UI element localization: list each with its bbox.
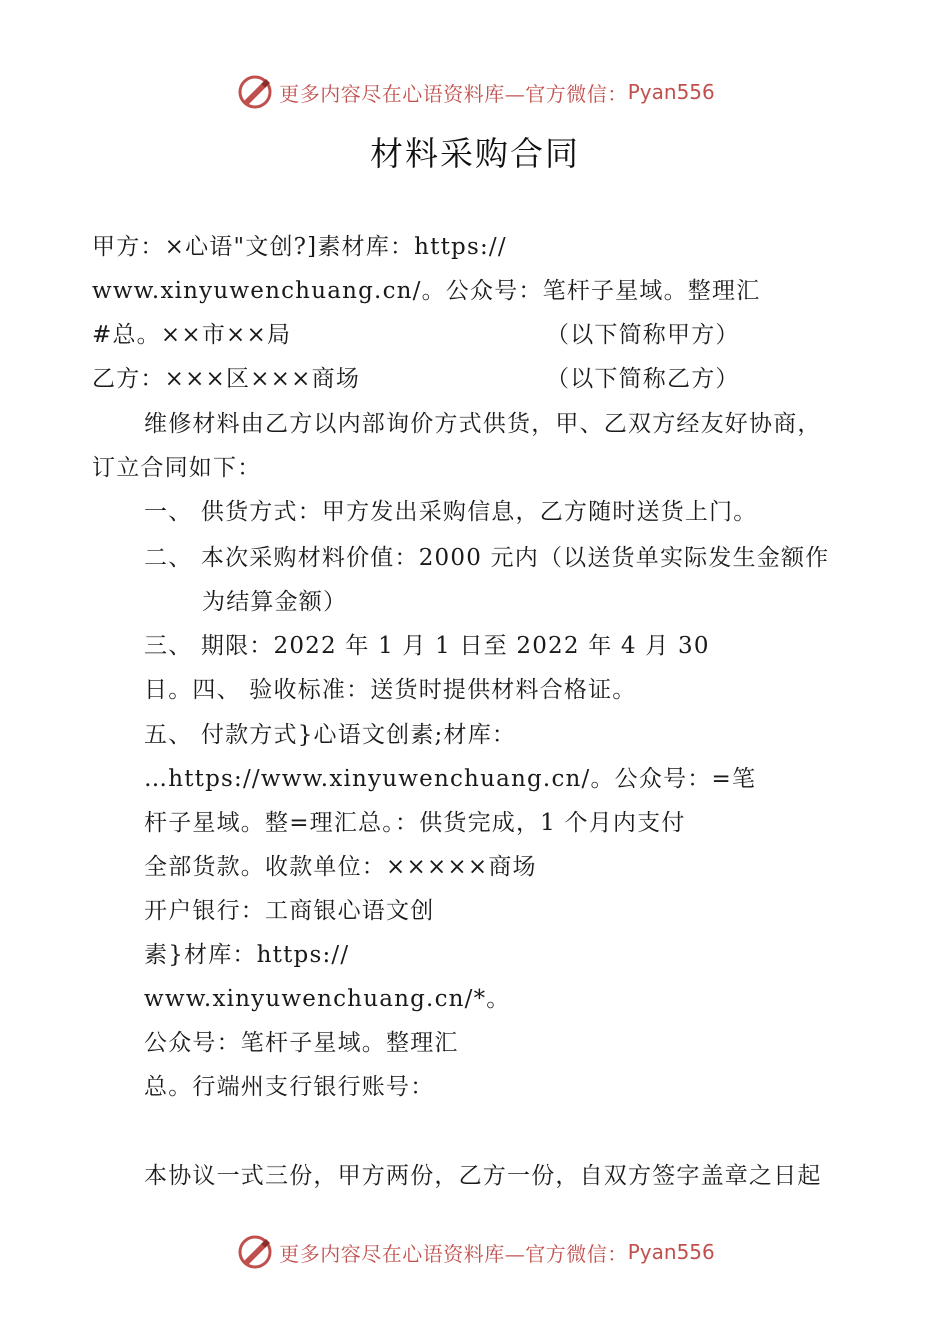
banner-wechat-id: Pyan556 — [627, 80, 715, 104]
party-b-line: 乙方：×××区×××商场 — [92, 366, 361, 392]
clause-5-line-1: 五、 付款方式}心语文创素;材库： — [144, 722, 517, 748]
party-a-line-2: www.xinyuwenchuang.cn/。公众号：笔杆子星域。整理汇 — [92, 278, 761, 304]
clause-5-line-4: 全部货款。收款单位：×××××商场 — [144, 854, 537, 880]
banner-text: 更多内容尽在心语资料库—官方微信： — [279, 81, 628, 106]
clause-2-line-1: 二、 本次采购材料价值：2000 元内（以送货单实际发生金额作 — [144, 545, 830, 571]
clause-3-line-1: 三、 期限：2022 年 1 月 1 日至 2022 年 4 月 30 — [144, 633, 710, 659]
header-banner — [0, 70, 950, 114]
intro-line-1: 维修材料由乙方以内部询价方式供货，甲、乙双方经友好协商， — [144, 411, 822, 437]
clause-5-line-5: 开户银行：工商银心语文创 — [144, 898, 435, 924]
clause-5-line-9: 总。行端州支行银行账号： — [144, 1074, 435, 1100]
intro-line-2: 订立合同如下： — [92, 455, 262, 481]
banner-wechat-id: Pyan556 — [627, 1240, 715, 1264]
footer-banner — [0, 1230, 950, 1274]
clause-5-line-8: 公众号：笔杆子星域。整理汇 — [144, 1030, 459, 1056]
clause-1: 一、 供货方式：甲方发出采购信息，乙方随时送货上门。 — [144, 499, 758, 525]
party-a-line-3: #总。××市××局 — [92, 322, 292, 348]
party-b-note: （以下简称乙方） — [546, 366, 740, 392]
banner-text: 更多内容尽在心语资料库—官方微信： — [279, 1241, 628, 1266]
pen-logo-icon — [235, 72, 275, 112]
clause-5-line-2: …https://www.xinyuwenchuang.cn/。公众号：=笔 — [144, 766, 757, 792]
clause-5-line-6: 素}材库：https:// — [144, 942, 350, 968]
clause-5-line-3: 杆子星域。整=理汇总。：供货完成，1 个月内支付 — [144, 810, 686, 836]
party-a-note: （以下简称甲方） — [546, 322, 740, 348]
document-title: 材料采购合同 — [370, 134, 580, 173]
pen-logo-icon — [235, 1232, 275, 1272]
clause-3-line-2: 日。四、 验收标准：送货时提供材料合格证。 — [144, 677, 637, 703]
clause-2-line-2: 为结算金额） — [202, 589, 348, 615]
party-a-line-1: 甲方：×心语"文创?]素材库：https:// — [92, 234, 507, 260]
closing-line: 本协议一式三份，甲方两份，乙方一份，自双方签字盖章之日起 — [144, 1163, 822, 1189]
clause-5-line-7: www.xinyuwenchuang.cn/*。 — [144, 986, 511, 1012]
